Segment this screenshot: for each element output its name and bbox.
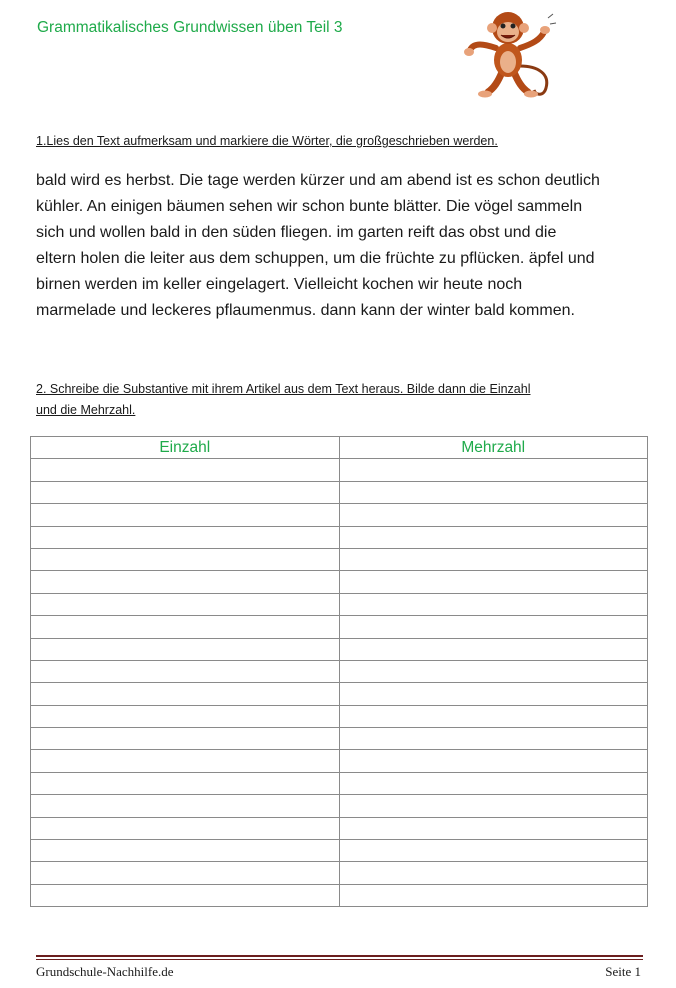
answer-row (31, 705, 648, 727)
answer-cell-mehrzahl[interactable] (339, 862, 648, 884)
answer-row (31, 571, 648, 593)
answer-row (31, 638, 648, 660)
passage-line: eltern holen die leiter aus dem schuppen, um die früchte zu pflücken. äpfel und (36, 250, 595, 267)
answer-cell-einzahl[interactable] (31, 750, 340, 772)
footer-rule-thin (36, 959, 643, 960)
answer-cell-einzahl[interactable] (31, 683, 340, 705)
answer-row (31, 459, 648, 481)
task1-instruction: 1.Lies den Text aufmerksam und markiere die Wörter, die großgeschrieben werden. (36, 134, 498, 148)
answer-table (30, 436, 648, 907)
passage-text (36, 168, 648, 324)
answer-cell-mehrzahl[interactable] (339, 481, 648, 503)
answer-cell-mehrzahl[interactable] (339, 459, 648, 481)
task2-instruction (36, 379, 636, 421)
task2-instruction-line2: und die Mehrzahl. (36, 403, 136, 417)
footer-page-number: Seite 1 (605, 964, 641, 979)
answer-cell-einzahl[interactable] (31, 795, 340, 817)
answer-cell-einzahl[interactable] (31, 728, 340, 750)
answer-row (31, 862, 648, 884)
monkey-icon (458, 4, 558, 102)
footer-site: Grundschule-Nachhilfe.de (36, 964, 174, 979)
answer-row (31, 817, 648, 839)
answer-rows (31, 459, 648, 907)
answer-cell-einzahl[interactable] (31, 616, 340, 638)
answer-row (31, 772, 648, 794)
answer-cell-einzahl[interactable] (31, 481, 340, 503)
passage-line: bald wird es herbst. Die tage werden kürzer und am abend ist es schon deutlich (36, 172, 600, 189)
answer-cell-mehrzahl[interactable] (339, 660, 648, 682)
task2-instruction-line1: 2. Schreibe die Substantive mit ihrem Artikel aus dem Text heraus. Bilde dann die Einzahl (36, 382, 531, 396)
answer-row (31, 526, 648, 548)
answer-cell-einzahl[interactable] (31, 593, 340, 615)
answer-cell-einzahl[interactable] (31, 705, 340, 727)
answer-cell-mehrzahl[interactable] (339, 593, 648, 615)
answer-cell-mehrzahl[interactable] (339, 638, 648, 660)
answer-cell-mehrzahl[interactable] (339, 705, 648, 727)
answer-row (31, 616, 648, 638)
answer-row (31, 840, 648, 862)
answer-row (31, 884, 648, 906)
answer-cell-mehrzahl[interactable] (339, 817, 648, 839)
passage-line: kühler. An einigen bäumen sehen wir schon bunte blätter. Die vögel sammeln (36, 198, 583, 215)
column-header-einzahl: Einzahl (31, 437, 340, 459)
answer-cell-mehrzahl[interactable] (339, 840, 648, 862)
footer-rule (36, 955, 643, 957)
answer-cell-mehrzahl[interactable] (339, 750, 648, 772)
answer-row (31, 728, 648, 750)
answer-row (31, 548, 648, 570)
answer-cell-einzahl[interactable] (31, 638, 340, 660)
answer-cell-einzahl[interactable] (31, 840, 340, 862)
answer-cell-mehrzahl[interactable] (339, 795, 648, 817)
answer-table-header (31, 437, 648, 459)
answer-cell-einzahl[interactable] (31, 817, 340, 839)
passage-line: marmelade und leckeres pflaumenmus. dann kann der winter bald kommen. (36, 302, 575, 319)
answer-cell-einzahl[interactable] (31, 459, 340, 481)
answer-cell-einzahl[interactable] (31, 772, 340, 794)
answer-cell-einzahl[interactable] (31, 504, 340, 526)
answer-cell-einzahl[interactable] (31, 862, 340, 884)
answer-cell-einzahl[interactable] (31, 548, 340, 570)
column-header-mehrzahl: Mehrzahl (339, 437, 648, 459)
answer-cell-einzahl[interactable] (31, 571, 340, 593)
answer-cell-einzahl[interactable] (31, 884, 340, 906)
answer-cell-mehrzahl[interactable] (339, 683, 648, 705)
answer-row (31, 504, 648, 526)
passage-line: birnen werden im keller eingelagert. Vielleicht kochen wir heute noch (36, 276, 523, 293)
page-title: Grammatikalisches Grundwissen üben Teil 3 (37, 19, 343, 36)
answer-cell-mehrzahl[interactable] (339, 571, 648, 593)
answer-row (31, 750, 648, 772)
answer-cell-mehrzahl[interactable] (339, 548, 648, 570)
answer-row (31, 660, 648, 682)
answer-row (31, 481, 648, 503)
answer-cell-einzahl[interactable] (31, 526, 340, 548)
answer-cell-mehrzahl[interactable] (339, 728, 648, 750)
answer-row (31, 795, 648, 817)
answer-row (31, 683, 648, 705)
answer-row (31, 593, 648, 615)
passage-line: sich und wollen bald in den süden fliegen. im garten reift das obst und die (36, 224, 557, 241)
answer-cell-mehrzahl[interactable] (339, 504, 648, 526)
answer-cell-mehrzahl[interactable] (339, 616, 648, 638)
answer-cell-einzahl[interactable] (31, 660, 340, 682)
answer-cell-mehrzahl[interactable] (339, 884, 648, 906)
answer-cell-mehrzahl[interactable] (339, 526, 648, 548)
answer-cell-mehrzahl[interactable] (339, 772, 648, 794)
